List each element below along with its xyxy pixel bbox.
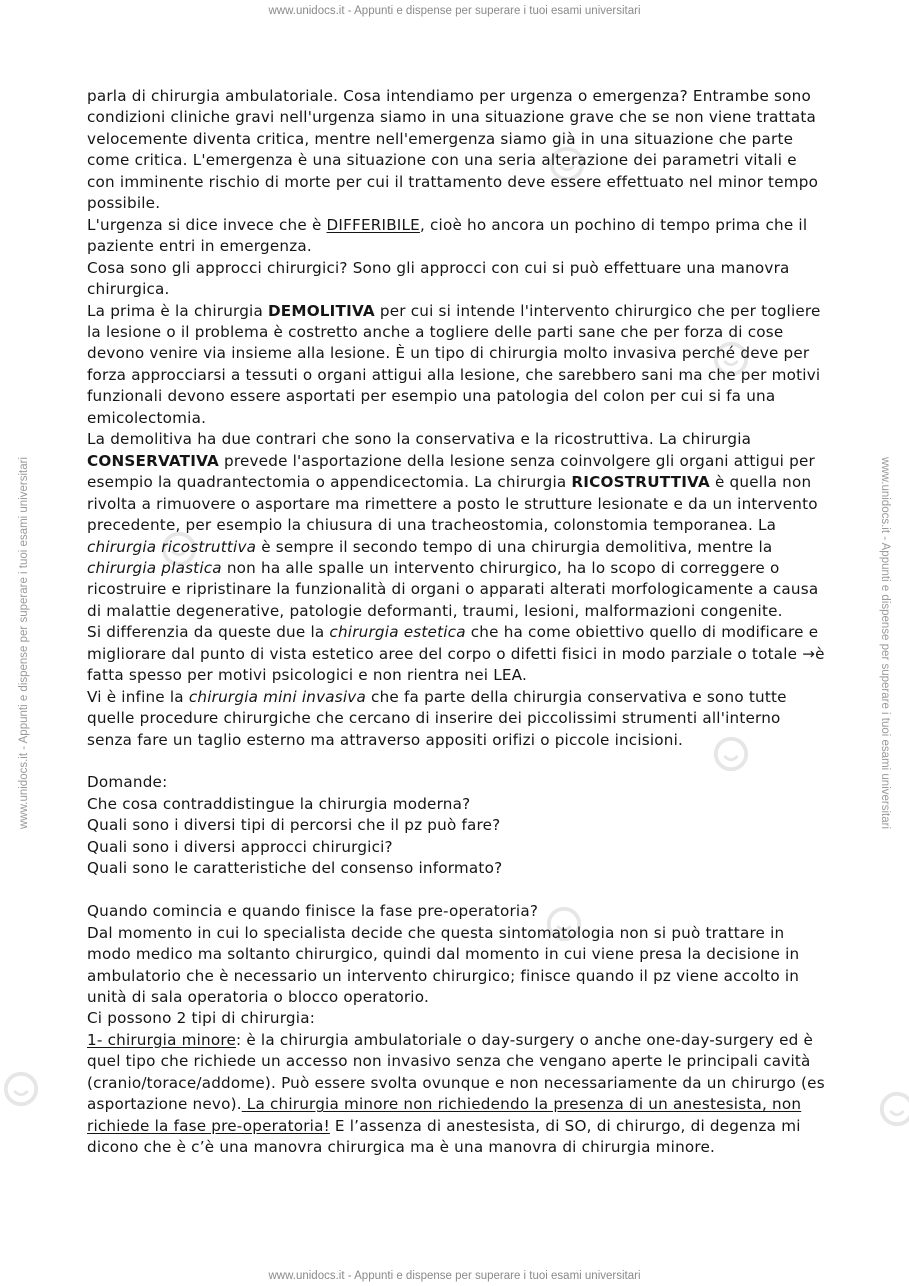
paragraph-text: La demolitiva ha due contrari che sono la conservativa e la ricostruttiva. La chirurgia bbox=[87, 430, 752, 449]
paragraph bbox=[87, 429, 827, 622]
paragraph-text: Vi è infine la bbox=[87, 687, 189, 706]
underlined-sentence: La chirurgia minore non richiedendo la presenza di un anestesista, non richiede la fase pre-operatoria! bbox=[87, 1095, 802, 1135]
paragraph-text: La prima è la chirurgia bbox=[87, 301, 268, 320]
bold-term: CONSERVATIVA bbox=[87, 451, 219, 470]
bold-term: DEMOLITIVA bbox=[268, 301, 375, 320]
preop-answer: Dal momento in cui lo specialista decide che questa sintomatologia non si può trattare in modo medico ma soltanto chirurgico, quindi dal momento in cui viene presa la decisione in ambulatorio che è necessario un intervento chirurgico; finisce quando il pz viene accolto in unità di sala operatoria o blocco operatorio. bbox=[87, 923, 800, 1006]
question-item: Quali sono i diversi approcci chirurgici? bbox=[87, 837, 393, 856]
paragraph bbox=[87, 622, 827, 686]
paragraph-text: prevede l'asportazione della lesione senza coinvolgere gli organi attigui per esempio la quadrantectomia o appendicectomia. La chirurgia bbox=[87, 451, 815, 492]
question-item: Quali sono le caratteristiche del consenso informato? bbox=[87, 859, 503, 878]
question-item: Quali sono i diversi tipi di percorsi che il pz può fare? bbox=[87, 816, 501, 835]
paragraph-text: è quella non rivolta a rimuovere o asportare ma rimettere a posto le strutture lesionate e da un intervento precedente, per esempio la chiusura di una tracheostomia, colonstomia temporanea. La bbox=[87, 473, 818, 535]
paragraph-text: : è la chirurgia ambulatoriale o day-surgery o anche one-day-surgery ed è quel tipo che richiede un accesso non invasivo senza che vengano aperte le principali cavità (cranio/torace/addome). Può essere svolta ovunque e non necessariamente da un chirurgo (es asportazione nevo). bbox=[87, 1030, 825, 1114]
paragraph bbox=[87, 301, 827, 430]
page-header-watermark: www.unidocs.it - Appunti e dispense per superare i tuoi esami universitari bbox=[268, 5, 641, 17]
paragraph-text: è sempre il secondo tempo di una chirurgia demolitiva, mentre la bbox=[256, 537, 773, 556]
page-footer-watermark: www.unidocs.it - Appunti e dispense per superare i tuoi esami universitari bbox=[268, 1270, 641, 1282]
unidocs-logo-icon bbox=[2, 1070, 40, 1108]
paragraph-text: parla di chirurgia ambulatoriale. Cosa intendiamo per urgenza o emergenza? Entrambe sono condizioni cliniche gravi nell'urgenza siamo in una situazione grave che se non viene trattata velocemente diventa critica, mentre nell'emergenza siamo già in una situazione che parte come critica. L'emergenza è una situazione con una seria alterazione dei parametri vitali e con imminente rischio di morte per cui il trattamento deve essere effettuato nel minor tempo possibile. bbox=[87, 87, 819, 213]
paragraph-text: L'urgenza si dice invece che è bbox=[87, 215, 327, 234]
paragraph bbox=[87, 258, 827, 301]
bold-term: RICOSTRUTTIVA bbox=[571, 473, 710, 492]
italic-term: chirurgia ricostruttiva bbox=[87, 537, 257, 556]
paragraph-text: Si differenzia da queste due la bbox=[87, 623, 330, 642]
paragraph-text: Cosa sono gli approcci chirurgici? Sono gli approcci con cui si può effettuare una manovra chirurgica. bbox=[87, 258, 790, 299]
questions-title: Domande: bbox=[87, 773, 168, 792]
paragraph-text: che fa parte della chirurgia conservativa e sono tutte quelle procedure chirurgiche che cercano di inserire dei piccolissimi strumenti all'interno senza fare un taglio esterno ma attraverso appositi orifizi o piccole incisioni. bbox=[87, 687, 787, 749]
paragraph bbox=[87, 687, 827, 751]
minor-surgery-label: 1- chirurgia minore bbox=[87, 1030, 236, 1049]
italic-term: chirurgia estetica bbox=[329, 623, 466, 642]
preop-question: Quando comincia e quando finisce la fase pre-operatoria? bbox=[87, 902, 539, 921]
paragraph-text: per cui si intende l'intervento chirurgico che per togliere la lesione o il problema è costretto anche a togliere delle parti sane che per forza di cose devono venire via insieme alla lesione. È un tipo di chirurgia molto invasiva perché deve per forza approcciarsi a tessuti o organi attigui alla lesione, che sarebbero sani ma che per motivi funzionali devono essere asportati per esempio una patologia del colon per cui si fa una emicolectomia. bbox=[87, 301, 821, 427]
question-item: Che cosa contraddistingue la chirurgia moderna? bbox=[87, 794, 471, 813]
italic-term: chirurgia mini invasiva bbox=[188, 687, 367, 706]
paragraph bbox=[87, 86, 827, 215]
side-watermark-right: www.unidocs.it - Appunti e dispense per superare i tuoi esami universitari bbox=[879, 456, 891, 830]
unidocs-logo-icon bbox=[878, 1090, 909, 1128]
italic-term: chirurgia plastica bbox=[87, 558, 222, 577]
paragraph-text: E l’assenza di anestesista, di SO, di chirurgo, di degenza mi dicono che è c’è una manovra chirurgica ma è una manovra di chirurgia minore. bbox=[87, 1116, 801, 1157]
underlined-term: DIFFERIBILE bbox=[326, 215, 420, 234]
paragraph-text: non ha alle spalle un intervento chirurgico, ha lo scopo di correggere o ricostruire e ripristinare la funzionalità di organi o apparati alterati morfologicamente a causa di malattie degenerative, patologie deformanti, traumi, lesioni, malformazioni congenite. bbox=[87, 558, 819, 620]
document-body bbox=[87, 86, 827, 1159]
paragraph-text: , cioè ho ancora un pochino di tempo prima che il paziente entri in emergenza. bbox=[87, 215, 808, 256]
surgery-types-intro: Ci possono 2 tipi di chirurgia: bbox=[87, 1009, 316, 1028]
paragraph-text: che ha come obiettivo quello di modificare e migliorare dal punto di vista estetico aree del corpo o difetti fisici in modo parziale o totale →è fatta spesso per motivi psicologici e non rientra nei LEA. bbox=[87, 623, 825, 685]
side-watermark-left: www.unidocs.it - Appunti e dispense per superare i tuoi esami universitari bbox=[18, 456, 30, 830]
paragraph bbox=[87, 215, 827, 258]
paragraph bbox=[87, 1030, 827, 1159]
